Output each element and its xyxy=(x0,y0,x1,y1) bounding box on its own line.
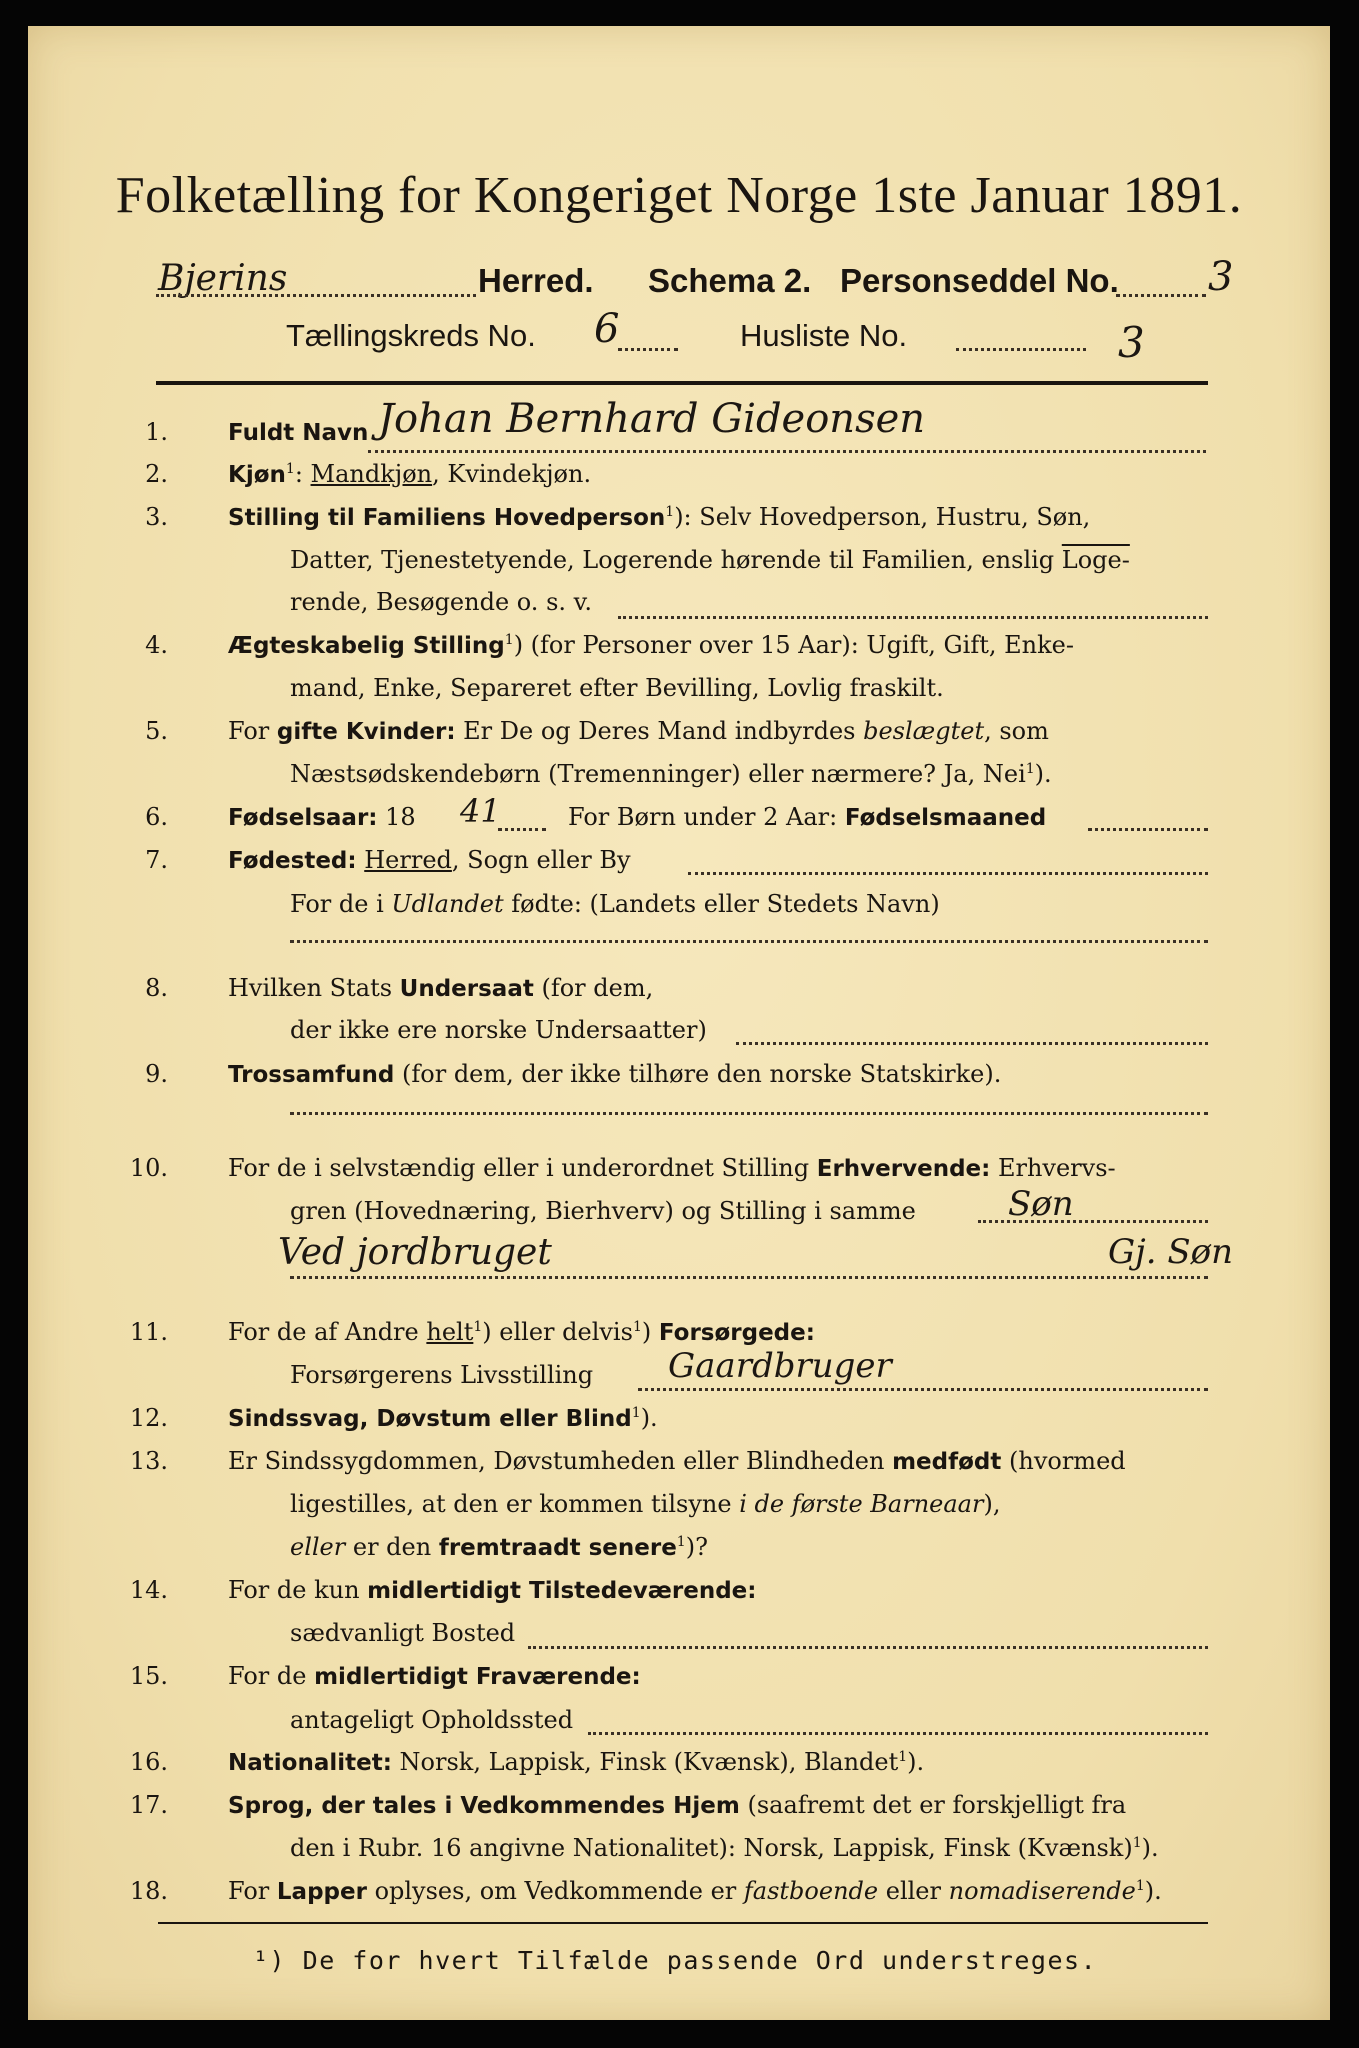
item-1-dotted-line xyxy=(368,450,1206,453)
header-rule xyxy=(156,381,1208,385)
item-13-line-3: eller er den fremtraadt senere$^1$)? xyxy=(290,1533,708,1561)
item-8-line-1: Hvilken Stats Undersaat (for dem, xyxy=(228,974,654,1002)
item-7-underlined-herred: Herred xyxy=(364,846,452,874)
item-5-number: 5. xyxy=(145,717,168,745)
item-11-dotted-line xyxy=(638,1388,1208,1391)
item-9-line-1: Trossamfund (for dem, der ikke tilhøre den norske Statskirke). xyxy=(228,1060,1002,1088)
item-3-line-1: Stilling til Familiens Hovedperson$^1$): Selv Hovedperson, Hustru, Søn, xyxy=(228,503,1091,531)
item-10-line-1: For de i selvstændig eller i underordnet Stilling Erhvervende: Erhvervs- xyxy=(228,1154,1116,1182)
item-11-underlined-helt: helt xyxy=(426,1318,474,1346)
item-14-line-2: sædvanligt Bosted xyxy=(290,1619,516,1647)
item-10-hw-gj-son: Gj. Søn xyxy=(1108,1232,1233,1272)
page-title: Folketælling for Kongeriget Norge 1ste Januar 1891. xyxy=(115,167,1243,224)
item-10-dotted-line-1 xyxy=(978,1220,1208,1223)
husliste-value: 3 xyxy=(1118,318,1145,367)
herred-dotted-line xyxy=(156,294,476,297)
item-8-line-2: der ikke ere norske Undersaatter) xyxy=(290,1016,707,1044)
item-18-line-1: For Lapper oplyses, om Vedkommende er fastboende eller nomadiserende$^1$). xyxy=(228,1877,1162,1905)
item-11-hw-gaardbruger: Gaardbruger xyxy=(668,1346,892,1386)
item-6-dotted-line xyxy=(498,828,546,831)
item-11-line-2: Forsørgerens Livsstilling xyxy=(290,1361,594,1389)
item-3-number: 3. xyxy=(145,503,168,531)
item-1-number: 1. xyxy=(145,418,168,446)
item-9-number: 9. xyxy=(145,1060,168,1088)
item-10-hw-son: Søn xyxy=(1008,1184,1074,1224)
item-1-full-name-value: Johan Bernhard Gideonsen xyxy=(378,396,926,442)
item-12-line-1: Sindssvag, Døvstum eller Blind$^1$). xyxy=(228,1404,658,1432)
item-13-line-2: ligestilles, at den er kommen tilsyne i de første Barneaar), xyxy=(290,1490,1001,1518)
husliste-label: Husliste No. xyxy=(740,318,908,353)
husliste-dotted-line xyxy=(956,348,1086,351)
footnote: ¹) De for hvert Tilfælde passende Ord understreges. xyxy=(253,1946,1098,1975)
item-7-line-2: For de i Udlandet fødte: (Landets eller Stedets Navn) xyxy=(290,890,940,918)
item-13-number: 13. xyxy=(129,1447,168,1475)
item-15-line-2: antageligt Opholdssted xyxy=(290,1706,574,1734)
item-11-line-1: For de af Andre helt$^1$) eller delvis$^1$) Forsørgede: xyxy=(228,1318,815,1346)
herred-value: Bjerins xyxy=(158,258,288,299)
item-10-dotted-line-2 xyxy=(290,1276,1208,1279)
item-17-number: 17. xyxy=(129,1791,168,1819)
item-10-hw-occupation: Ved jordbruget xyxy=(278,1232,552,1273)
item-6-label: Fødselsaar: 18 xyxy=(228,803,416,831)
item-10-number: 10. xyxy=(129,1154,168,1182)
item-17-line-2: den i Rubr. 16 angivne Nationalitet): Norsk, Lappisk, Finsk (Kvænsk)$^1$). xyxy=(290,1834,1159,1862)
item-18-number: 18. xyxy=(129,1877,168,1905)
item-5-line-2: Næstsødskendebørn (Tremenninger) eller nærmere? Ja, Nei$^1$). xyxy=(290,760,1052,788)
herred-label: Herred. xyxy=(478,262,594,299)
item-6-birth-year-value: 41 xyxy=(460,792,501,830)
item-4-number: 4. xyxy=(145,631,168,659)
footnote-rule xyxy=(158,1922,1208,1924)
item-4-line-1: Ægteskabelig Stilling$^1$) (for Personer over 15 Aar): Ugift, Gift, Enke- xyxy=(228,631,1074,659)
item-14-dotted-line xyxy=(528,1646,1208,1649)
taellingskreds-value: 6 xyxy=(594,306,620,352)
item-15-line-1: For de midlertidigt Fraværende: xyxy=(228,1662,641,1690)
taellingskreds-label: Tællingskreds No. xyxy=(286,318,536,353)
item-8-dotted-line xyxy=(736,1042,1208,1045)
item-7-line-1: Fødested: Herred, Sogn eller By xyxy=(228,846,631,874)
item-2-line: Kjøn$^1$: Mandkjøn, Kvindekjøn. xyxy=(228,460,592,488)
item-4-line-2: mand, Enke, Separeret efter Bevilling, Lovlig fraskilt. xyxy=(290,674,944,702)
personseddel-dotted-line xyxy=(1116,294,1206,297)
taellingskreds-dotted-line xyxy=(618,348,678,351)
item-16-line-1: Nationalitet: Norsk, Lappisk, Finsk (Kvænsk), Blandet$^1$). xyxy=(228,1748,925,1776)
census-form-sheet xyxy=(28,26,1330,2020)
item-2-underlined-mandkjon: Mandkjøn xyxy=(310,460,433,488)
item-7-number: 7. xyxy=(145,846,168,874)
item-12-number: 12. xyxy=(129,1404,168,1432)
item-5-line-1: For gifte Kvinder: Er De og Deres Mand indbyrdes beslægtet, som xyxy=(228,717,1049,745)
item-14-line-1: For de kun midlertidigt Tilstedeværende: xyxy=(228,1576,757,1604)
item-7-dotted-line-2 xyxy=(290,940,1208,943)
item-3-line-2: Datter, Tjenestetyende, Logerende hørende til Familien, enslig Loge- xyxy=(290,546,1130,574)
item-14-number: 14. xyxy=(129,1576,168,1604)
item-15-number: 15. xyxy=(129,1662,168,1690)
item-15-dotted-line xyxy=(588,1732,1208,1735)
item-6-line-b: For Børn under 2 Aar: Fødselsmaaned xyxy=(568,803,1047,831)
item-9-dotted-line xyxy=(290,1112,1208,1115)
item-16-number: 16. xyxy=(129,1748,168,1776)
item-8-number: 8. xyxy=(145,974,168,1002)
personseddel-value: 3 xyxy=(1208,254,1234,300)
personseddel-label: Personseddel No. xyxy=(840,262,1119,299)
schema-label: Schema 2. xyxy=(648,262,812,299)
item-10-line-2: gren (Hovednæring, Bierhverv) og Stilling i samme xyxy=(290,1197,916,1225)
item-1-label: Fuldt Navn xyxy=(228,420,369,446)
item-3-line-3: rende, Besøgende o. s. v. xyxy=(290,588,592,616)
item-6-month-dotted-line xyxy=(1088,828,1208,831)
item-2-number: 2. xyxy=(145,460,168,488)
item-7-dotted-line xyxy=(688,872,1208,875)
item-3-dotted-line xyxy=(618,616,1208,619)
item-6-number: 6. xyxy=(145,803,168,831)
item-13-line-1: Er Sindssygdommen, Døvstumheden eller Blindheden medfødt (hvormed xyxy=(228,1447,1126,1475)
item-17-line-1: Sprog, der tales i Vedkommendes Hjem (saafremt det er forskjelligt fra xyxy=(228,1791,1127,1819)
item-11-number: 11. xyxy=(129,1318,168,1346)
